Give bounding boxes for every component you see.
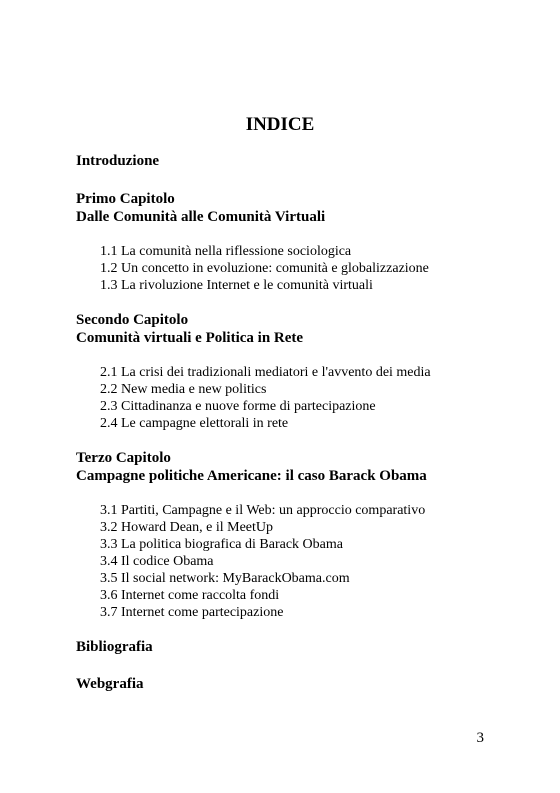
chapter-2-title: Comunità virtuali e Politica in Rete (76, 330, 304, 346)
toc-bibliography: Bibliografia (76, 639, 153, 655)
toc-section-3-1: 3.1 Partiti, Campagne e il Web: un approccio comparativo (100, 503, 426, 518)
chapter-1-label: Primo Capitolo (76, 191, 175, 207)
toc-webography: Webgrafia (76, 676, 144, 692)
toc-introduction: Introduzione (76, 153, 160, 169)
chapter-3-title: Campagne politiche Americane: il caso Barack Obama (76, 468, 427, 484)
page-title: INDICE (245, 114, 315, 135)
toc-section-2-1: 2.1 La crisi dei tradizionali mediatori e l'avvento dei media (100, 365, 431, 380)
chapter-3-label: Terzo Capitolo (76, 450, 171, 466)
chapter-1-title: Dalle Comunità alle Comunità Virtuali (76, 209, 326, 225)
toc-section-3-2: 3.2 Howard Dean, e il MeetUp (100, 520, 274, 535)
toc-section-2-3: 2.3 Cittadinanza e nuove forme di partecipazione (100, 399, 376, 414)
toc-section-1-3: 1.3 La rivoluzione Internet e le comunità virtuali (100, 278, 373, 293)
toc-section-3-6: 3.6 Internet come raccolta fondi (100, 588, 280, 603)
toc-section-3-4: 3.4 Il codice Obama (100, 554, 214, 569)
toc-section-1-1: 1.1 La comunità nella riflessione sociologica (100, 244, 352, 259)
page-number: 3 (476, 730, 484, 746)
toc-section-3-5: 3.5 Il social network: MyBarackObama.com (100, 571, 350, 586)
chapter-2-label: Secondo Capitolo (76, 312, 189, 328)
toc-section-3-3: 3.3 La politica biografica di Barack Obama (100, 537, 343, 552)
toc-section-3-7: 3.7 Internet come partecipazione (100, 605, 284, 620)
toc-section-2-2: 2.2 New media e new politics (100, 382, 267, 397)
toc-section-2-4: 2.4 Le campagne elettorali in rete (100, 416, 289, 431)
toc-section-1-2: 1.2 Un concetto in evoluzione: comunità e globalizzazione (100, 261, 429, 276)
